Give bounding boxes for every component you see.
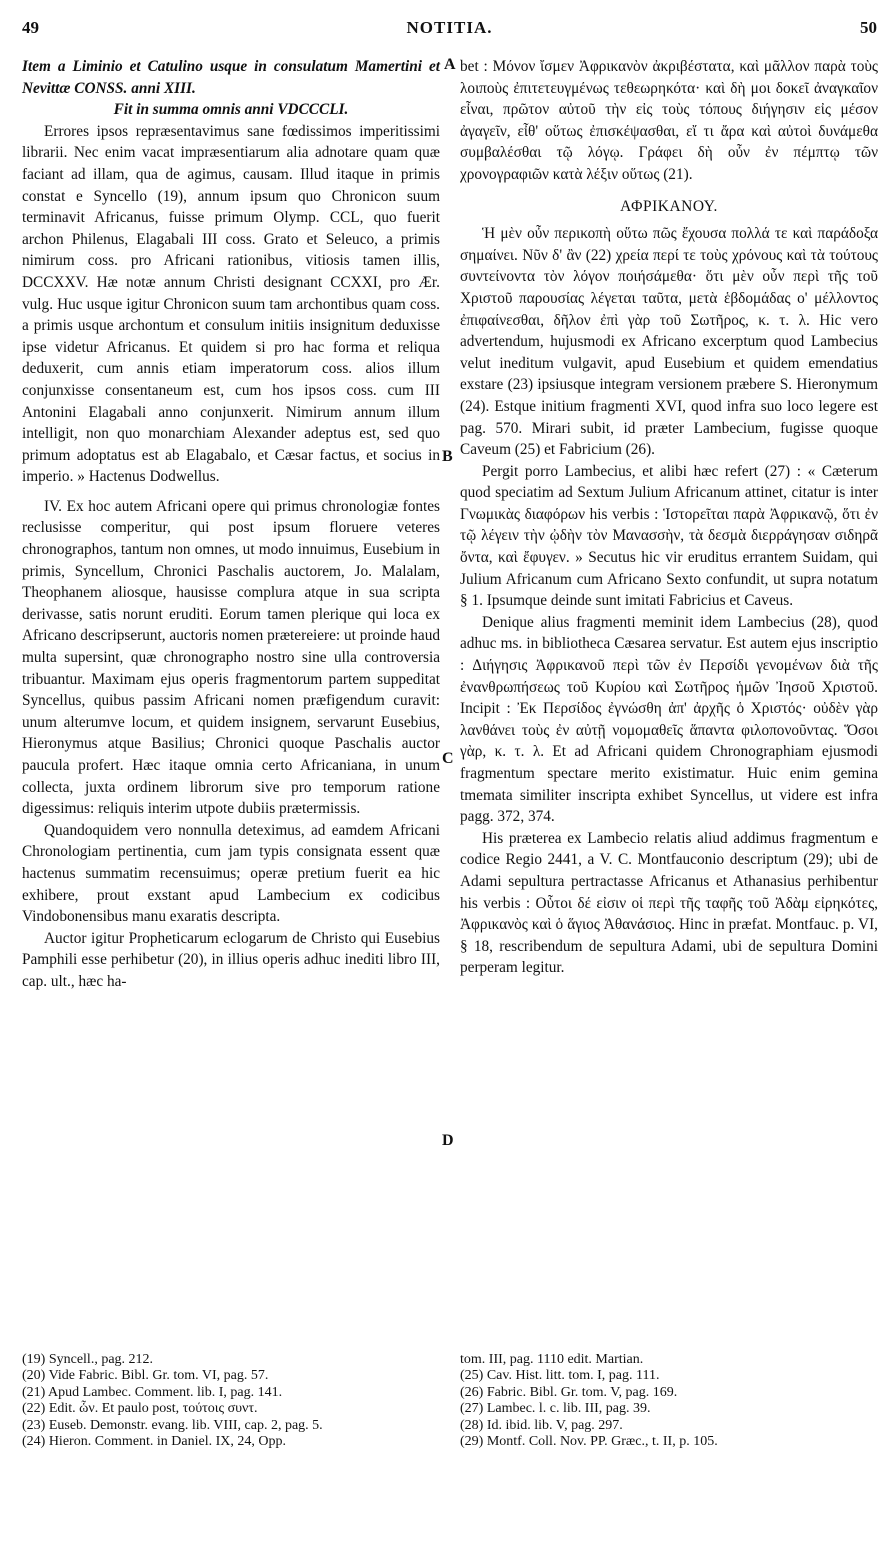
page-number-left: 49 <box>22 18 39 37</box>
footnote: (19) Syncell., pag. 212. <box>22 1352 154 1367</box>
page-header <box>22 18 877 44</box>
footnote: (26) Fabric. Bibl. Gr. tom. V, pag. 169. <box>460 1384 678 1400</box>
paragraph: Ἡ μὲν οὖν περικοπὴ οὕτω πῶς ἔχουσα πολλά τε καὶ παράδοξα σημαίνει. Νῦν δ' ἂν (22) χρεία περί τε τοὺς χρόνους καὶ τὰ τούτους συντείνοντα τὸν λόγον ποιήσάμεθα· ὅτι μὲν οὖν περὶ τῆς τοῦ Χριστοῦ παρουσίας λέγεται ταῦτα, μετὰ ἑβδομάδας ο' μέλλοντος ἐπιφαίνεσθαι, δῆλον ἐπὶ γὰρ τοῦ Σωτῆρος, κ. τ. λ. Hic vero advertendum, hujusmodi ex Africano excerptum quod Lambecius velut ineditum vulgavit, apud Eusebium et quidem emendatius exstare (23) ipsiusque integram versionem præbere S. Hieronymum (24). Estque initium fragmenti XVI, quod infra suo loco legere est pag. 570. Mirari subit, id præter Lambecium, fugisse quoque Caveum (25) et Fabricium (26). <box>460 225 878 459</box>
running-title: NOTITIA. <box>406 18 493 37</box>
paragraph: Quandoquidem vero nonnulla deteximus, ad eamdem Africani Chronologiam pertinentia, cum jam typis consignata essent quæ hactenus summatim recensuimus; operæ pretium fuerit ea hic exhibere, prout exstant apud Lambecium ex codicibus Vindobonensibus manu exaratis descripta. <box>22 821 440 926</box>
margin-marker-a: A <box>444 56 456 73</box>
paragraph: Pergit porro Lambecius, et alibi hæc refert (27) : « Cæterum quod speciatim ad Sextum Julium Africanum attinet, citatur is inter Γνωμικὰς διαφόρων his verbis : Ἱστορεῖται παρὰ Ἀφρικανῷ, ὅτι ἐν τῷ λέγειν τὴν ᾠδὴν τὸν Μανασσὴν, τὰ δεσμὰ διερράγησαν σιδηρᾶ ὄντα, καὶ ἔφυγεν. » Secutus hic vir eruditus errantem Suidam, qui Julium Africanum cum Africano Sexto confundit, ut supra notatum § 1. Ipsumque deinde sunt imitati Fabricius et Caveus. <box>460 462 878 610</box>
paragraph: IV. Ex hoc autem Africani opere qui primus chronologiæ fontes reclusisse comperitur, qui post ipsum floruere veteres chronographos, tantum non omnes, ut modo innuimus, Eusebium in primis, Syncellum, Chronici Paschalis auctorem, Jo. Malalam, Theophanem aliosque, hausisse complura atque in sua scripta derivasse, satis norunt eruditi. Eorum tamen plerique qui loca ex Africano descripserunt, auctoris nomen prætereiere: ut proinde haud multa supersint, quæ chronographo nostro sine ulla controversia tribuantur. Maximam ejus operis fragmentorum partem suppeditat Syncellus, quibus passim Africani nomen præfigendum curavit: unum alterumve locum, et quidem insignem, servarunt Eusebius, Hieronymus atque Basilius; Chronici quoque Paschalis auctor paucula profert. Hæc itaque omnia certo Africaniana, in unum collecta, juxta ordinem librorum sive pro temporum ratione digessimus: reliquis interim utpote dubiis prætermissis. <box>22 497 440 818</box>
paragraph: Denique alius fragmenti meminit idem Lambecius (28), quod adhuc ms. in bibliotheca Cæsarea servatur. Est autem ejus inscriptio : Διήγησις Ἀφρικανοῦ περὶ τῶν ἐν Περσίδι γενομένων διὰ τῆς ἐνανθρωπήσεως τοῦ Κυρίου καὶ Σωτῆρος ἡμῶν Ἰησοῦ Χριστοῦ. Incipit : Ἐκ Περσίδος ἐγνώσθη ἀπ' ἀρχῆς ὁ Χριστός· οὐδὲν γὰρ λανθάνει τοὺς ἐν αὐτῇ νομομαθεῖς ἅπαντα φιλοπονοῦντας. Ὅσοι γὰρ, κ. τ. λ. Et ad Africani quidem Chronographiam ejusmodi fragmentum spectare merito existimatur. Huic enim gemina tmemata similiter inscripta exhibet Syncellus, ut videre est infra pagg. 372, 374. <box>460 613 878 826</box>
footnote: (21) Apud Lambec. Comment. lib. I, pag. 141. <box>22 1384 283 1400</box>
footnote: (24) Hieron. Comment. in Daniel. IX, 24, Opp. <box>22 1434 287 1450</box>
footnote: (29) Montf. Coll. Nov. PP. Græc., t. II, p. 105. <box>460 1434 718 1450</box>
intro-line: Item a Liminio et Catulino usque in consulatum Mamertini et Nevittæ CONSS. anni XIII. <box>22 58 440 97</box>
footnote: (28) Id. ibid. lib. V, pag. 297. <box>460 1417 623 1433</box>
left-column <box>22 56 440 993</box>
paragraph: Errores ipsos repræsentavimus sane fœdissimos imperitissimi librarii. Nec enim vacat impræsentiarum alia adnotare quam quæ faciant ad illam, qua de agimus, causam. Illud itaque in primis constat e Syncello (19), annum ipsum quo Chronicon suum terminavit Africanus, fuisse primum Olymp. CCL, quo fuerit archon Philenus, Elagabali III coss. Grato et Seleuco, a primis nimirum coss. pro Africani rationibus, vitiosis tamen illis, DCCXXV. Hæ notæ annum Christi designant CCXXI, pro Ær. vulg. Huc usque igitur Chronicon suum tam archontibus quam coss. a primis usque archontum et consulum initiis insignitum deduxisse ipse videtur Africanus. Et quidem si pro hac forma et reliqua deduxerit, cum annis etiam imperatorum coss. alios illum conjunxisse consentaneum est, cum hos ipsos coss. cum III Antonini Elagabali anno conjunxerit. Nimirum annum illum intelligit, non quo monarchiam Alexander adeptus est, sed quo primum adoptatus est ab Elagabalo, et Cæsar factus, et socius in imperio. » Hactenus Dodwellus. <box>22 122 440 486</box>
margin-marker-d: D <box>442 1132 454 1149</box>
footnote: (25) Cav. Hist. litt. tom. I, pag. 111. <box>460 1368 660 1384</box>
right-column <box>460 56 878 979</box>
paragraph: Auctor igitur Propheticarum eclogarum de Christo qui Eusebius Pamphili esse perhibetur (20), in illius operis adhuc inediti libro III, cap. ult., hæc ha- <box>22 929 440 990</box>
footnote: (23) Euseb. Demonstr. evang. lib. VIII, cap. 2, pag. 5. <box>22 1417 323 1433</box>
footnote: tom. III, pag. 1110 edit. Martian. <box>460 1352 644 1367</box>
footnote: (27) Lambec. l. c. lib. III, pag. 39. <box>460 1401 651 1417</box>
footnote: (22) Edit. ὧν. Et paulo post, τούτοις συντ. <box>22 1401 258 1417</box>
footnotes-left <box>22 1352 440 1450</box>
footnote: (20) Vide Fabric. Bibl. Gr. tom. VI, pag. 57. <box>22 1368 269 1384</box>
margin-marker-b: B <box>442 448 453 465</box>
intro-summary: Fit in summa omnis anni VDCCCLI. <box>113 101 349 119</box>
page-number-right: 50 <box>860 18 877 37</box>
section-title: ΑΦΡΙΚΑΝΟΥ. <box>620 197 718 215</box>
footnotes-right <box>460 1352 878 1450</box>
margin-marker-c: C <box>442 750 454 767</box>
paragraph: bet : Μόνον ἴσμεν Ἀφρικανὸν ἀκριβέστατα, καὶ μᾶλλον παρὰ τοὺς λοιποὺς ἐπιτετευγμένως τεθεωρηκότα· καὶ δὴ μοι δοκεῖ ἀναγκαῖον εἶναι, πρῶτον αὐτοῦ τὴν εἰς τοὺς τόπους διήγησιν εἰς μέσον ἀγαγεῖν, εἶθ' οὕτως ἐπισκέψασθαι, εἴ τι ἄρα καὶ αὐτοὶ δυνάμεθα συμβαλέσθαι τῷ λόγῳ. Γράφει δὴ οὖν ἐν πέμπτῳ τῶν χρονογραφιῶν κατὰ λέξιν οὕτως (21). <box>460 58 878 183</box>
paragraph: His præterea ex Lambecio relatis aliud addimus fragmentum e codice Regio 2441, a V. C. Montfauconio descriptum (29); ubi de Adami sepultura pertractasse Africanus et Athanasius perhibentur his verbis : Οὗτοι δέ εἰσιν οἱ περὶ τῆς ταφῆς τοῦ Ἀδὰμ εἰρηκότες, Ἀφρικανὸς καὶ ὁ ἅγιος Ἀθανάσιος. Hinc in præfat. Montfauc. p. VI, § 18, rescribendum de sepultura Adami, ubi de sepultura Domini perperam legitur. <box>460 829 878 977</box>
